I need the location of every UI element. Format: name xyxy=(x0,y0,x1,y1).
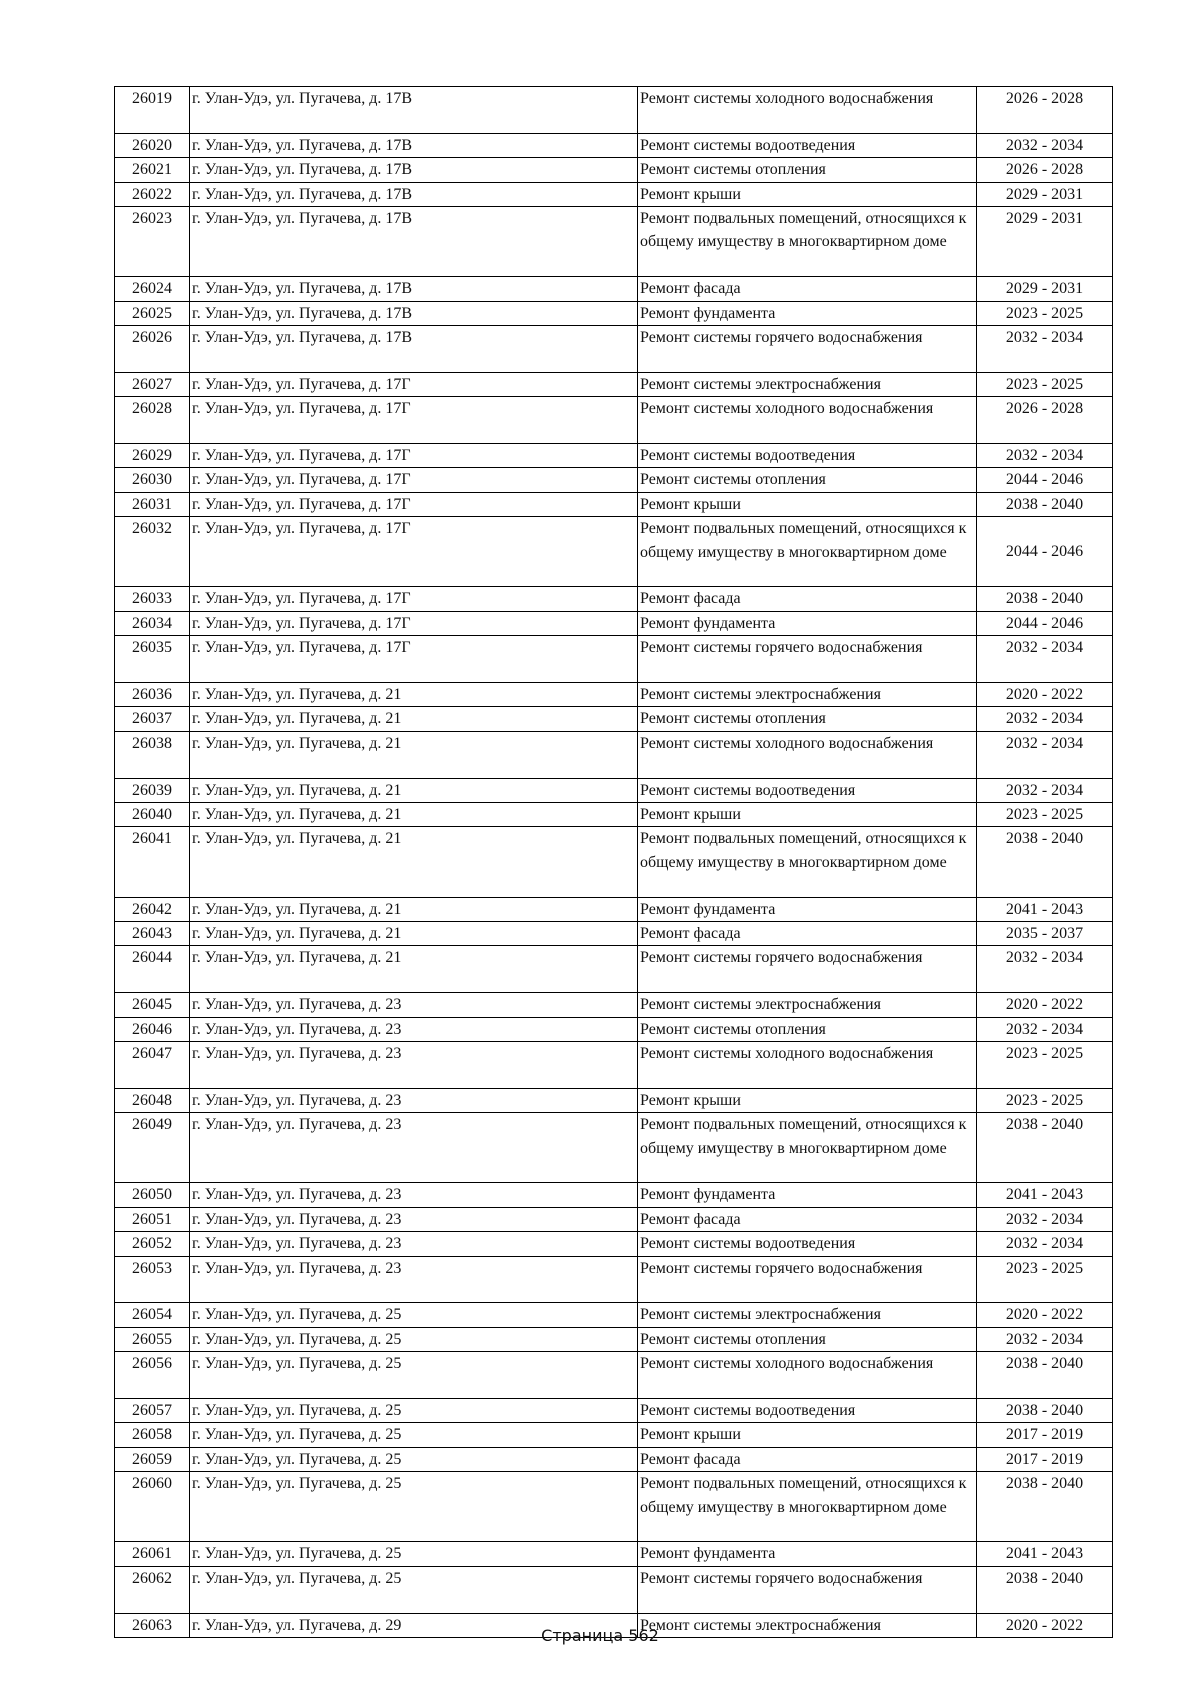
table-row xyxy=(115,922,1113,946)
address-cell: г. Улан-Удэ, ул. Пугачева, д. 25 xyxy=(190,1447,638,1471)
table-body xyxy=(115,87,1113,1638)
address-cell: г. Улан-Удэ, ул. Пугачева, д. 17Г xyxy=(190,636,638,683)
period-cell: 2044 - 2046 xyxy=(977,611,1113,635)
work-type-cell: Ремонт системы горячего водоснабжения xyxy=(638,326,977,373)
row-number-cell: 26051 xyxy=(115,1207,190,1231)
row-number-cell: 26044 xyxy=(115,946,190,993)
period-cell: 2029 - 2031 xyxy=(977,207,1113,277)
work-type-cell: Ремонт подвальных помещений, относящихся к общему имуществу в многоквартирном доме xyxy=(638,1113,977,1183)
address-cell: г. Улан-Удэ, ул. Пугачева, д. 21 xyxy=(190,707,638,731)
period-cell: 2038 - 2040 xyxy=(977,1399,1113,1423)
row-number-cell: 26039 xyxy=(115,778,190,802)
work-type-cell: Ремонт фундамента xyxy=(638,611,977,635)
address-cell: г. Улан-Удэ, ул. Пугачева, д. 23 xyxy=(190,1042,638,1089)
table-row xyxy=(115,1113,1113,1183)
address-cell: г. Улан-Удэ, ул. Пугачева, д. 23 xyxy=(190,1232,638,1256)
row-number-cell: 26022 xyxy=(115,182,190,206)
table-row xyxy=(115,492,1113,516)
row-number-cell: 26058 xyxy=(115,1423,190,1447)
work-type-cell: Ремонт системы водоотведения xyxy=(638,444,977,468)
table-row xyxy=(115,1207,1113,1231)
table-row xyxy=(115,1472,1113,1542)
address-cell: г. Улан-Удэ, ул. Пугачева, д. 17Г xyxy=(190,492,638,516)
row-number-cell: 26052 xyxy=(115,1232,190,1256)
address-cell: г. Улан-Удэ, ул. Пугачева, д. 25 xyxy=(190,1352,638,1399)
row-number-cell: 26055 xyxy=(115,1327,190,1351)
work-type-cell: Ремонт крыши xyxy=(638,803,977,827)
address-cell: г. Улан-Удэ, ул. Пугачева, д. 21 xyxy=(190,827,638,897)
row-number-cell: 26025 xyxy=(115,301,190,325)
address-cell: г. Улан-Удэ, ул. Пугачева, д. 23 xyxy=(190,1113,638,1183)
address-cell: г. Улан-Удэ, ул. Пугачева, д. 17Г xyxy=(190,397,638,444)
row-number-cell: 26046 xyxy=(115,1017,190,1041)
row-number-cell: 26027 xyxy=(115,372,190,396)
table-row xyxy=(115,1017,1113,1041)
row-number-cell: 26063 xyxy=(115,1613,190,1637)
period-cell: 2044 - 2046 xyxy=(977,468,1113,492)
address-cell: г. Улан-Удэ, ул. Пугачева, д. 25 xyxy=(190,1303,638,1327)
table-row xyxy=(115,1088,1113,1112)
table-row xyxy=(115,1183,1113,1207)
work-type-cell: Ремонт системы отопления xyxy=(638,1017,977,1041)
row-number-cell: 26038 xyxy=(115,731,190,778)
work-type-cell: Ремонт системы горячего водоснабжения xyxy=(638,1256,977,1303)
period-cell: 2020 - 2022 xyxy=(977,993,1113,1017)
period-cell: 2035 - 2037 xyxy=(977,922,1113,946)
address-cell: г. Улан-Удэ, ул. Пугачева, д. 17В xyxy=(190,277,638,301)
table-row xyxy=(115,517,1113,587)
row-number-cell: 26042 xyxy=(115,897,190,921)
period-cell: 2023 - 2025 xyxy=(977,372,1113,396)
table-row xyxy=(115,827,1113,897)
work-type-cell: Ремонт системы электроснабжения xyxy=(638,993,977,1017)
row-number-cell: 26020 xyxy=(115,133,190,157)
work-type-cell: Ремонт системы горячего водоснабжения xyxy=(638,636,977,683)
row-number-cell: 26041 xyxy=(115,827,190,897)
period-cell: 2017 - 2019 xyxy=(977,1447,1113,1471)
work-type-cell: Ремонт фасада xyxy=(638,277,977,301)
row-number-cell: 26023 xyxy=(115,207,190,277)
period-cell: 2023 - 2025 xyxy=(977,803,1113,827)
table-row xyxy=(115,158,1113,182)
row-number-cell: 26024 xyxy=(115,277,190,301)
row-number-cell: 26028 xyxy=(115,397,190,444)
period-cell: 2032 - 2034 xyxy=(977,778,1113,802)
address-cell: г. Улан-Удэ, ул. Пугачева, д. 21 xyxy=(190,731,638,778)
row-number-cell: 26019 xyxy=(115,87,190,134)
table-row xyxy=(115,444,1113,468)
work-type-cell: Ремонт системы водоотведения xyxy=(638,1232,977,1256)
period-cell: 2032 - 2034 xyxy=(977,133,1113,157)
table-row xyxy=(115,683,1113,707)
work-type-cell: Ремонт системы горячего водоснабжения xyxy=(638,1566,977,1613)
address-cell: г. Улан-Удэ, ул. Пугачева, д. 17В xyxy=(190,326,638,373)
address-cell: г. Улан-Удэ, ул. Пугачева, д. 17В xyxy=(190,87,638,134)
address-cell: г. Улан-Удэ, ул. Пугачева, д. 17Г xyxy=(190,468,638,492)
period-cell: 2026 - 2028 xyxy=(977,87,1113,134)
work-type-cell: Ремонт крыши xyxy=(638,182,977,206)
address-cell: г. Улан-Удэ, ул. Пугачева, д. 25 xyxy=(190,1472,638,1542)
period-cell: 2038 - 2040 xyxy=(977,1472,1113,1542)
table-row xyxy=(115,372,1113,396)
address-cell: г. Улан-Удэ, ул. Пугачева, д. 17В xyxy=(190,301,638,325)
row-number-cell: 26035 xyxy=(115,636,190,683)
row-number-cell: 26021 xyxy=(115,158,190,182)
table-row xyxy=(115,301,1113,325)
period-cell: 2026 - 2028 xyxy=(977,158,1113,182)
period-cell: 2032 - 2034 xyxy=(977,731,1113,778)
capital-repair-table xyxy=(114,86,1113,1638)
row-number-cell: 26050 xyxy=(115,1183,190,1207)
row-number-cell: 26045 xyxy=(115,993,190,1017)
period-cell: 2032 - 2034 xyxy=(977,1232,1113,1256)
address-cell: г. Улан-Удэ, ул. Пугачева, д. 25 xyxy=(190,1327,638,1351)
period-cell: 2032 - 2034 xyxy=(977,707,1113,731)
address-cell: г. Улан-Удэ, ул. Пугачева, д. 25 xyxy=(190,1566,638,1613)
table-row xyxy=(115,397,1113,444)
work-type-cell: Ремонт системы электроснабжения xyxy=(638,372,977,396)
row-number-cell: 26057 xyxy=(115,1399,190,1423)
work-type-cell: Ремонт системы холодного водоснабжения xyxy=(638,87,977,134)
work-type-cell: Ремонт фундамента xyxy=(638,1183,977,1207)
work-type-cell: Ремонт фундамента xyxy=(638,897,977,921)
period-cell: 2038 - 2040 xyxy=(977,1566,1113,1613)
work-type-cell: Ремонт крыши xyxy=(638,492,977,516)
period-cell: 2032 - 2034 xyxy=(977,946,1113,993)
period-cell: 2032 - 2034 xyxy=(977,636,1113,683)
work-type-cell: Ремонт системы холодного водоснабжения xyxy=(638,1352,977,1399)
table-row xyxy=(115,1327,1113,1351)
work-type-cell: Ремонт подвальных помещений, относящихся к общему имуществу в многоквартирном доме xyxy=(638,517,977,587)
row-number-cell: 26026 xyxy=(115,326,190,373)
work-type-cell: Ремонт фундамента xyxy=(638,1542,977,1566)
address-cell: г. Улан-Удэ, ул. Пугачева, д. 25 xyxy=(190,1542,638,1566)
period-cell: 2032 - 2034 xyxy=(977,1327,1113,1351)
period-cell: 2020 - 2022 xyxy=(977,1613,1113,1637)
table-row xyxy=(115,803,1113,827)
row-number-cell: 26056 xyxy=(115,1352,190,1399)
period-cell: 2032 - 2034 xyxy=(977,1017,1113,1041)
row-number-cell: 26033 xyxy=(115,587,190,611)
address-cell: г. Улан-Удэ, ул. Пугачева, д. 17В xyxy=(190,133,638,157)
period-cell: 2038 - 2040 xyxy=(977,587,1113,611)
row-number-cell: 26030 xyxy=(115,468,190,492)
address-cell: г. Улан-Удэ, ул. Пугачева, д. 25 xyxy=(190,1399,638,1423)
work-type-cell: Ремонт системы холодного водоснабжения xyxy=(638,1042,977,1089)
period-cell: 2041 - 2043 xyxy=(977,1183,1113,1207)
table-row xyxy=(115,468,1113,492)
work-type-cell: Ремонт системы водоотведения xyxy=(638,1399,977,1423)
period-cell: 2020 - 2022 xyxy=(977,1303,1113,1327)
work-type-cell: Ремонт системы электроснабжения xyxy=(638,1613,977,1637)
address-cell: г. Улан-Удэ, ул. Пугачева, д. 21 xyxy=(190,922,638,946)
row-number-cell: 26029 xyxy=(115,444,190,468)
period-cell: 2032 - 2034 xyxy=(977,326,1113,373)
work-type-cell: Ремонт системы холодного водоснабжения xyxy=(638,731,977,778)
work-type-cell: Ремонт фасада xyxy=(638,1207,977,1231)
table-row xyxy=(115,207,1113,277)
address-cell: г. Улан-Удэ, ул. Пугачева, д. 17Г xyxy=(190,587,638,611)
row-number-cell: 26032 xyxy=(115,517,190,587)
work-type-cell: Ремонт системы отопления xyxy=(638,707,977,731)
work-type-cell: Ремонт системы водоотведения xyxy=(638,778,977,802)
address-cell: г. Улан-Удэ, ул. Пугачева, д. 23 xyxy=(190,993,638,1017)
period-cell: 2032 - 2034 xyxy=(977,444,1113,468)
table-row xyxy=(115,1399,1113,1423)
address-cell: г. Улан-Удэ, ул. Пугачева, д. 21 xyxy=(190,897,638,921)
work-type-cell: Ремонт подвальных помещений, относящихся к общему имуществу в многоквартирном доме xyxy=(638,207,977,277)
table-row xyxy=(115,778,1113,802)
row-number-cell: 26043 xyxy=(115,922,190,946)
address-cell: г. Улан-Удэ, ул. Пугачева, д. 17Г xyxy=(190,517,638,587)
table-row xyxy=(115,897,1113,921)
period-cell: 2041 - 2043 xyxy=(977,1542,1113,1566)
row-number-cell: 26034 xyxy=(115,611,190,635)
work-type-cell: Ремонт системы электроснабжения xyxy=(638,1303,977,1327)
work-type-cell: Ремонт фасада xyxy=(638,1447,977,1471)
work-type-cell: Ремонт системы холодного водоснабжения xyxy=(638,397,977,444)
table-row xyxy=(115,1423,1113,1447)
table-row xyxy=(115,611,1113,635)
address-cell: г. Улан-Удэ, ул. Пугачева, д. 17В xyxy=(190,182,638,206)
address-cell: г. Улан-Удэ, ул. Пугачева, д. 17Г xyxy=(190,372,638,396)
table-row xyxy=(115,1447,1113,1471)
period-cell: 2038 - 2040 xyxy=(977,1113,1113,1183)
table-row xyxy=(115,636,1113,683)
table-row xyxy=(115,182,1113,206)
period-cell: 2026 - 2028 xyxy=(977,397,1113,444)
row-number-cell: 26047 xyxy=(115,1042,190,1089)
table-row xyxy=(115,1303,1113,1327)
table-row xyxy=(115,1232,1113,1256)
address-cell: г. Улан-Удэ, ул. Пугачева, д. 21 xyxy=(190,803,638,827)
row-number-cell: 26048 xyxy=(115,1088,190,1112)
table-row xyxy=(115,133,1113,157)
period-cell: 2023 - 2025 xyxy=(977,1256,1113,1303)
table-row xyxy=(115,587,1113,611)
period-cell: 2032 - 2034 xyxy=(977,1207,1113,1231)
work-type-cell: Ремонт системы электроснабжения xyxy=(638,683,977,707)
table-row xyxy=(115,946,1113,993)
work-type-cell: Ремонт подвальных помещений, относящихся к общему имуществу в многоквартирном доме xyxy=(638,1472,977,1542)
address-cell: г. Улан-Удэ, ул. Пугачева, д. 21 xyxy=(190,946,638,993)
address-cell: г. Улан-Удэ, ул. Пугачева, д. 21 xyxy=(190,683,638,707)
row-number-cell: 26059 xyxy=(115,1447,190,1471)
work-type-cell: Ремонт системы отопления xyxy=(638,468,977,492)
row-number-cell: 26040 xyxy=(115,803,190,827)
table-row xyxy=(115,1352,1113,1399)
address-cell: г. Улан-Удэ, ул. Пугачева, д. 29 xyxy=(190,1613,638,1637)
period-cell: 2038 - 2040 xyxy=(977,492,1113,516)
address-cell: г. Улан-Удэ, ул. Пугачева, д. 21 xyxy=(190,778,638,802)
work-type-cell: Ремонт системы горячего водоснабжения xyxy=(638,946,977,993)
table-row xyxy=(115,1042,1113,1089)
row-number-cell: 26037 xyxy=(115,707,190,731)
row-number-cell: 26049 xyxy=(115,1113,190,1183)
row-number-cell: 26054 xyxy=(115,1303,190,1327)
period-cell: 2023 - 2025 xyxy=(977,1042,1113,1089)
table-row xyxy=(115,1566,1113,1613)
table-row xyxy=(115,731,1113,778)
period-cell: 2023 - 2025 xyxy=(977,1088,1113,1112)
row-number-cell: 26031 xyxy=(115,492,190,516)
row-number-cell: 26036 xyxy=(115,683,190,707)
address-cell: г. Улан-Удэ, ул. Пугачева, д. 23 xyxy=(190,1207,638,1231)
work-type-cell: Ремонт системы водоотведения xyxy=(638,133,977,157)
period-cell: 2017 - 2019 xyxy=(977,1423,1113,1447)
address-cell: г. Улан-Удэ, ул. Пугачева, д. 25 xyxy=(190,1423,638,1447)
period-cell: 2038 - 2040 xyxy=(977,827,1113,897)
row-number-cell: 26053 xyxy=(115,1256,190,1303)
work-type-cell: Ремонт системы отопления xyxy=(638,1327,977,1351)
period-cell: 2023 - 2025 xyxy=(977,301,1113,325)
address-cell: г. Улан-Удэ, ул. Пугачева, д. 23 xyxy=(190,1256,638,1303)
work-type-cell: Ремонт системы отопления xyxy=(638,158,977,182)
period-cell: 2044 - 2046 xyxy=(977,517,1113,587)
address-cell: г. Улан-Удэ, ул. Пугачева, д. 17В xyxy=(190,158,638,182)
page-number: Страница 562 xyxy=(541,1626,659,1645)
row-number-cell: 26062 xyxy=(115,1566,190,1613)
address-cell: г. Улан-Удэ, ул. Пугачева, д. 23 xyxy=(190,1088,638,1112)
address-cell: г. Улан-Удэ, ул. Пугачева, д. 17Г xyxy=(190,444,638,468)
period-cell: 2020 - 2022 xyxy=(977,683,1113,707)
table-row xyxy=(115,326,1113,373)
work-type-cell: Ремонт фасада xyxy=(638,922,977,946)
work-type-cell: Ремонт фундамента xyxy=(638,301,977,325)
row-number-cell: 26060 xyxy=(115,1472,190,1542)
table-row xyxy=(115,707,1113,731)
address-cell: г. Улан-Удэ, ул. Пугачева, д. 17Г xyxy=(190,611,638,635)
work-type-cell: Ремонт фасада xyxy=(638,587,977,611)
address-cell: г. Улан-Удэ, ул. Пугачева, д. 23 xyxy=(190,1017,638,1041)
row-number-cell: 26061 xyxy=(115,1542,190,1566)
table-row xyxy=(115,993,1113,1017)
work-type-cell: Ремонт крыши xyxy=(638,1423,977,1447)
period-cell: 2029 - 2031 xyxy=(977,182,1113,206)
table-row xyxy=(115,277,1113,301)
period-cell: 2038 - 2040 xyxy=(977,1352,1113,1399)
table-row xyxy=(115,1256,1113,1303)
address-cell: г. Улан-Удэ, ул. Пугачева, д. 23 xyxy=(190,1183,638,1207)
period-cell: 2041 - 2043 xyxy=(977,897,1113,921)
table-row xyxy=(115,1542,1113,1566)
work-type-cell: Ремонт крыши xyxy=(638,1088,977,1112)
table-row xyxy=(115,87,1113,134)
address-cell: г. Улан-Удэ, ул. Пугачева, д. 17В xyxy=(190,207,638,277)
work-type-cell: Ремонт подвальных помещений, относящихся к общему имуществу в многоквартирном доме xyxy=(638,827,977,897)
period-cell: 2029 - 2031 xyxy=(977,277,1113,301)
